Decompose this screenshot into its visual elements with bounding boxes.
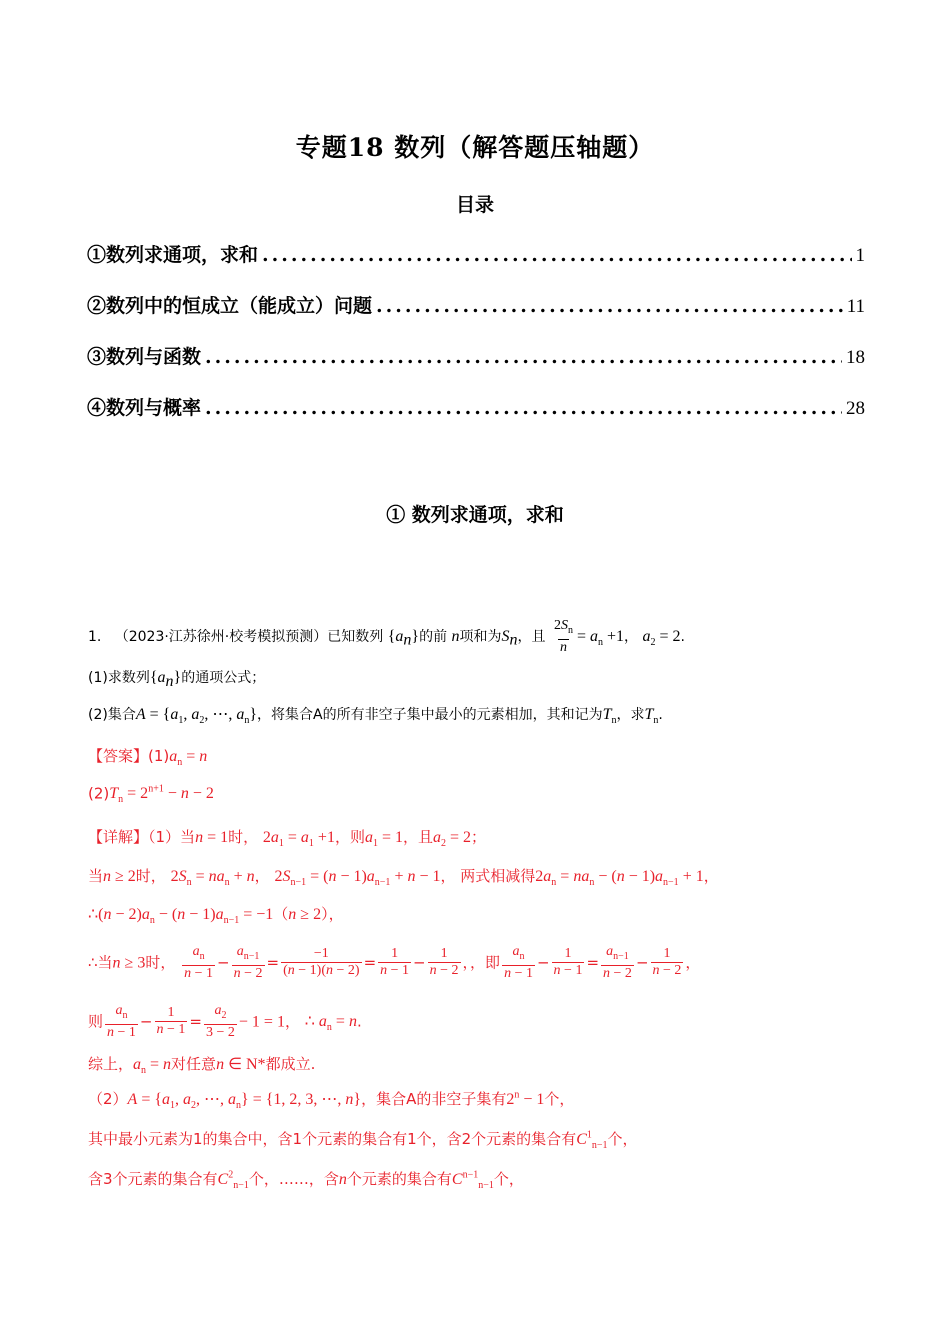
toc-entry-label: ②数列中的恒成立（能成立）问题 xyxy=(87,295,373,317)
problem-part-2: (2)集合$A = \{a_1$, $a_2$, ⋯, $a_n$}，将集合A的所有非空子集中最小的元素相加，其和记为$T_n$，求$T_n$. xyxy=(88,706,663,727)
problem-stem: 1. （2023·江苏徐州·校考模拟预测）已知数列 $\{a_n\}$的前 n项和为$S_n$，且 $\frac{2S_n}{n}$ = $a_n +1$， $a_2 = 2$. xyxy=(88,618,685,655)
toc-entry-1[interactable] xyxy=(87,240,865,268)
solution-line-2: 当n ≥ 2时， $2S_n = na_n + n$， $2S_{n-1} = (n - 1)a_{n-1} + n - 1$， 两式相减得$2a_n = na_n - (n - 1)a_{n-1} + 1$， xyxy=(88,867,719,889)
toc-entry-page: 28 xyxy=(846,398,865,419)
solution-line-9: 含3个元素的集合有$C^2_{n-1}$个，……，含n个元素的集合有$C^{n-1}_{n-1}$个， xyxy=(88,1169,524,1192)
toc-entry-page: 18 xyxy=(846,347,865,368)
answer-line-2: $(2)T_n = 2^{n+1} - n - 2$ xyxy=(88,784,214,806)
solution-label: 【详解】 xyxy=(88,828,149,846)
answer-label: 【答案】 xyxy=(88,747,149,765)
toc-entry-page: 1 xyxy=(855,245,865,266)
toc-leader-dots xyxy=(262,244,851,266)
problem-source: （2023·江苏徐州·校考模拟预测） xyxy=(114,628,328,645)
answer-line-1: 【答案】$(1)a_n = n$ xyxy=(88,747,208,769)
toc-entry-label: ①数列求通项，求和 xyxy=(87,244,259,266)
solution-line-1: 【详解】（1）当n = 1时， $2a_1 = a_1 +1$，则$a_1 = 1$，且$a_2 = 2$； xyxy=(88,828,487,850)
problem-number: 1. xyxy=(88,628,102,645)
toc-entry-page: 11 xyxy=(846,296,865,317)
document-title: 专题18 数列（解答题压轴题） xyxy=(295,133,655,162)
toc-entry-label: ④数列与概率 xyxy=(87,397,202,419)
toc-entry-3[interactable] xyxy=(87,342,865,370)
solution-line-6: 综上，$a_n = n$对任意n ∈ N*都成立. xyxy=(88,1055,316,1077)
toc-leader-dots xyxy=(205,397,842,419)
solution-line-5: 则 $\frac{a_n}{n - 1}$ − $\frac{1}{n - 1}$ = $\frac{a_2}{3 - 2}$ − 1 = 1， ∴ $a_n = n$. xyxy=(88,1003,362,1040)
toc-leader-dots xyxy=(376,295,843,317)
toc-leader-dots xyxy=(205,346,842,368)
solution-line-4: ∴当n ≥ 3时， $\frac{a_n}{n - 1}$ − $\frac{a_{n-1}}{n - 2}$ = $\frac{-1}{(n - 1)(n - 2)}$ = $\frac{1}{n - 1}$ − $\frac{1}{n - 2}$ ，，即 $\frac{a_n}{n - 1}$ − $\frac{1}{n - 1}$ = $\frac{a_{n-1}}{n - 2}$ − $\frac{1}{n - 2}$ ， xyxy=(88,944,701,981)
toc-entry-label: ③数列与函数 xyxy=(87,346,202,368)
toc-heading: 目录 xyxy=(455,194,494,216)
problem-part-1: (1)求数列$\{a_n\}$的通项公式； xyxy=(88,669,266,690)
section-heading: ① 数列求通项，求和 xyxy=(386,504,564,526)
toc-entry-2[interactable] xyxy=(87,291,865,319)
solution-line-3: ∴(n − $2)a_n - (n - 1)a_{n-1} = -1(n \ge 2)$， xyxy=(88,905,344,927)
solution-line-7: $(2)A = \{a_1$, $a_2$, ⋯, $a_n\} = \{1$, 2, 3, ⋯, n}，集合A的非空子集有$2^n - 1$个， xyxy=(88,1089,575,1112)
toc-entry-4[interactable] xyxy=(87,393,865,421)
solution-line-8: 其中最小元素为1的集合中，含1个元素的集合有1个，含2个元素的集合有$C^1_{n-1}$个， xyxy=(88,1129,638,1152)
